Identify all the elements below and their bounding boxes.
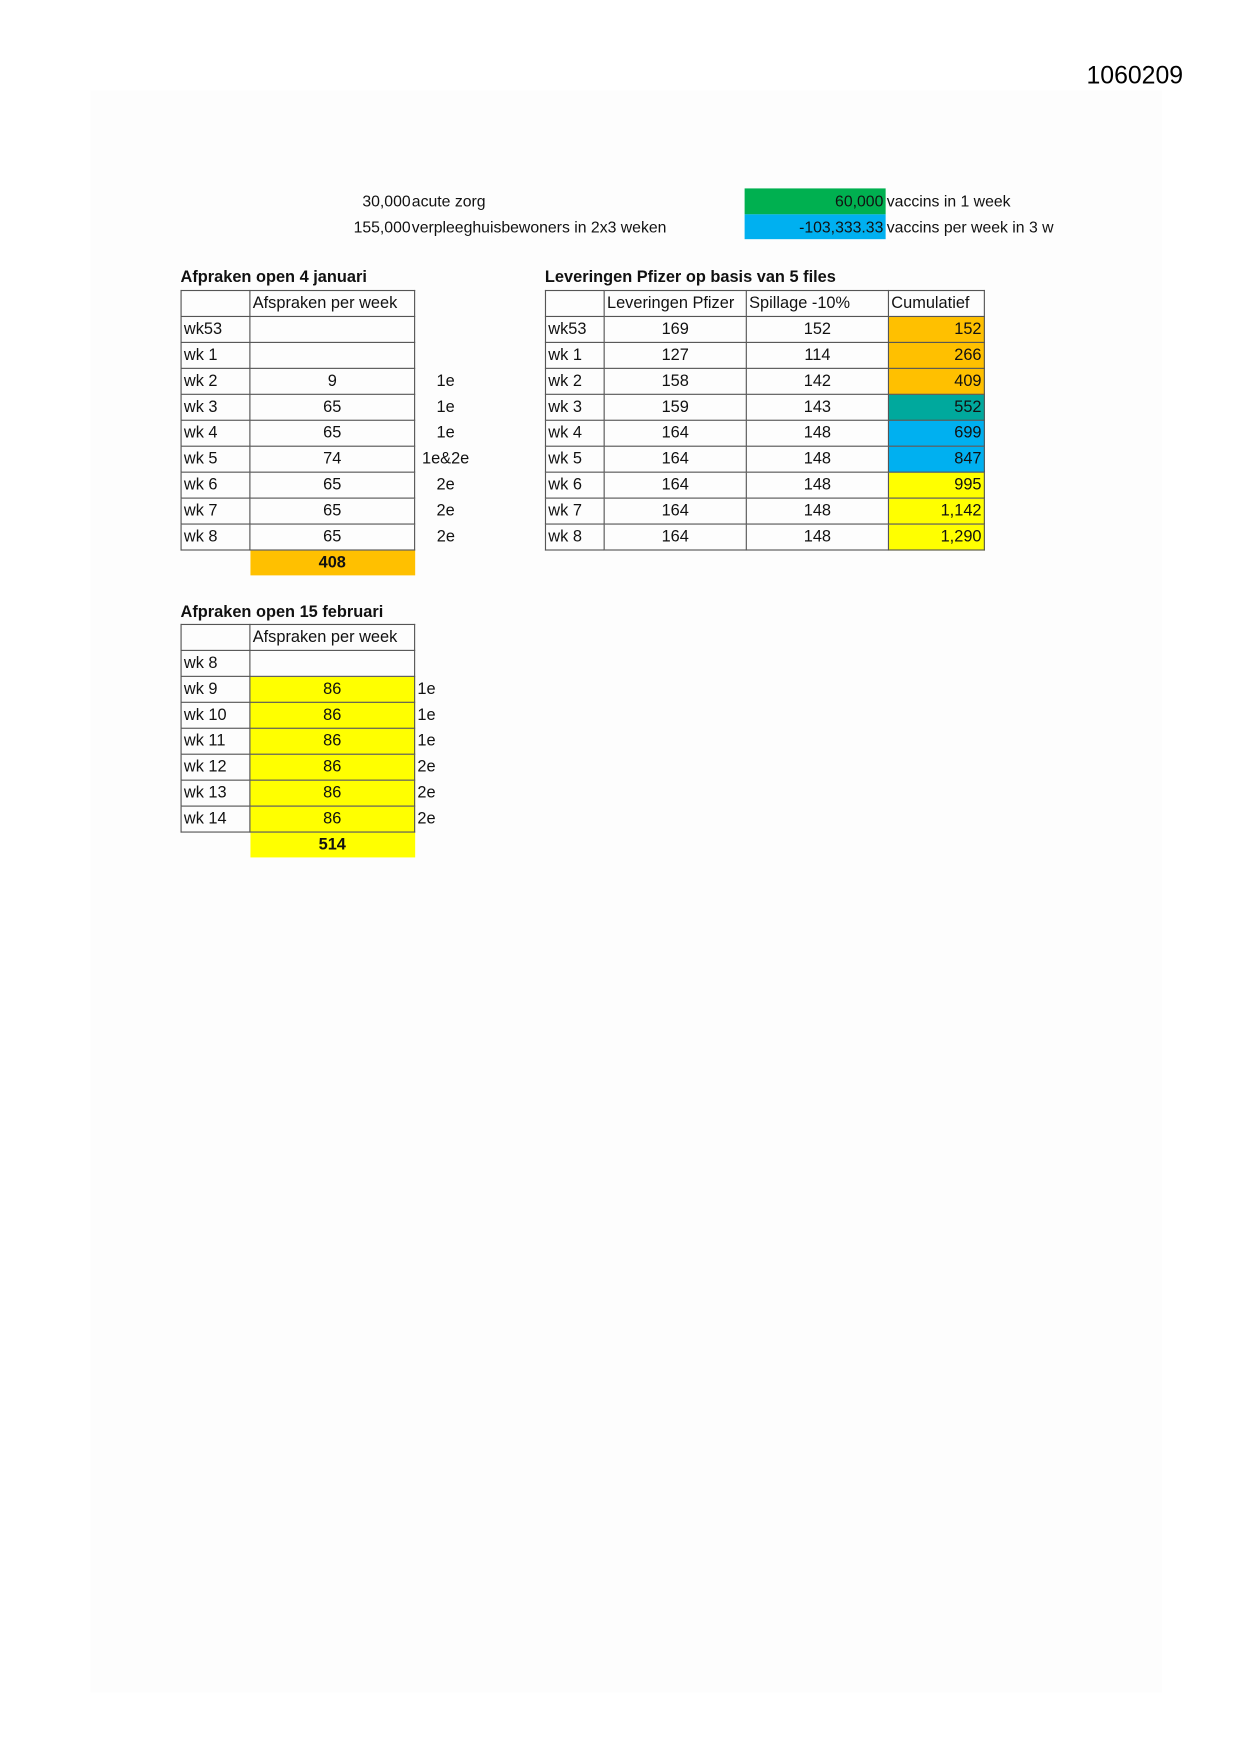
delivery-cell: 164 [604,524,746,550]
spillage-cell: 142 [746,368,888,394]
cumulative-cell: 699 [888,420,984,446]
table-row [181,806,477,832]
table-row [545,394,984,420]
week-cell: wk 14 [181,806,250,832]
afspraken-cell: 65 [250,472,415,498]
week-cell: wk53 [545,316,604,342]
header-week [545,291,604,317]
table-row [181,420,477,446]
header-afspraken: Afspraken per week [250,624,415,650]
total-spacer [181,550,250,575]
table-row [181,394,477,420]
header-row [181,291,477,317]
table-row [181,702,477,728]
header-week [181,291,250,317]
afspraken-cell: 65 [250,524,415,550]
total-cell: 514 [250,832,415,857]
summary-value-acute: 30,000 [362,191,411,210]
spillage-cell: 114 [746,342,888,368]
table1-title: Afpraken open 4 januari [180,268,367,287]
week-cell: wk 8 [181,524,250,550]
spillage-cell: 152 [746,316,888,342]
table-row [181,676,477,702]
cumulative-cell: 995 [888,472,984,498]
afspraken-cell: 86 [250,728,415,754]
afspraken-cell [250,316,415,342]
spillage-cell: 148 [746,498,888,524]
afspraken-cell: 86 [250,754,415,780]
dose-cell: 1e [436,424,455,443]
dose-cell: 1e [417,680,436,699]
afspraken-cell: 86 [250,780,415,806]
cumulative-cell: 552 [888,394,984,420]
dose-cell: 2e [436,476,455,495]
summary-value-nursing: 155,000 [353,217,411,236]
table-row [181,446,477,472]
delivery-cell: 169 [604,316,746,342]
table-afspraken-februari [181,624,478,858]
afspraken-cell: 86 [250,676,415,702]
summary-label-nursing: verpleeghuisbewoners in 2x3 weken [411,217,667,236]
delivery-cell: 164 [604,446,746,472]
table-row [181,342,477,368]
highlight-value-3w: -103,333.33 [745,214,886,239]
spillage-cell: 148 [746,524,888,550]
dose-cell [415,316,477,342]
table-row [181,524,477,550]
dose-spacer [415,291,477,317]
spillage-cell: 143 [746,394,888,420]
header-week [181,624,250,650]
table-row [545,498,984,524]
week-cell: wk 8 [181,650,250,676]
header-leveringen: Leveringen Pfizer [604,291,746,317]
table-row [545,368,984,394]
table3-title: Afpraken open 15 februari [180,603,384,622]
dose-cell [415,342,477,368]
cumulative-cell: 847 [888,446,984,472]
week-cell: wk 12 [181,754,250,780]
table-row [181,650,477,676]
table-leveringen-pfizer [545,290,985,551]
table-row [181,728,477,754]
week-cell: wk 2 [181,368,250,394]
cumulative-cell: 1,290 [888,524,984,550]
week-cell: wk53 [181,316,250,342]
week-cell: wk 1 [181,342,250,368]
week-cell: wk 6 [545,472,604,498]
cumulative-cell: 1,142 [888,498,984,524]
table-row [545,316,984,342]
week-cell: wk 10 [181,702,250,728]
week-cell: wk 5 [545,446,604,472]
table-row [545,472,984,498]
total-spacer [415,550,477,575]
table-row [545,342,984,368]
dose-spacer [415,624,477,650]
summary-label-acute: acute zorg [411,191,486,210]
header-afspraken: Afspraken per week [250,291,415,317]
dose-cell: 1e&2e [421,450,470,469]
week-cell: wk 11 [181,728,250,754]
week-cell: wk 7 [181,498,250,524]
total-spacer [181,832,250,857]
cumulative-cell: 409 [888,368,984,394]
week-cell: wk 13 [181,780,250,806]
spillage-cell: 148 [746,446,888,472]
dose-cell: 2e [417,758,436,777]
afspraken-cell: 65 [250,420,415,446]
dose-cell: 2e [417,784,436,803]
total-spacer [415,832,477,857]
table-row [181,498,477,524]
table-row [545,420,984,446]
afspraken-cell: 65 [250,394,415,420]
table-row [181,316,477,342]
delivery-cell: 159 [604,394,746,420]
document-number: 1060209 [1086,60,1184,90]
afspraken-cell: 9 [250,368,415,394]
table-row [181,754,477,780]
header-row [181,624,477,650]
week-cell: wk 4 [545,420,604,446]
delivery-cell: 158 [604,368,746,394]
total-row [181,550,477,575]
dose-cell: 2e [436,502,455,521]
week-cell: wk 3 [181,394,250,420]
afspraken-cell: 74 [250,446,415,472]
afspraken-cell: 86 [250,806,415,832]
table-row [545,446,984,472]
table-row [181,472,477,498]
delivery-cell: 164 [604,420,746,446]
dose-cell: 2e [417,810,436,829]
table2-title: Leveringen Pfizer op basis van 5 files [544,268,836,287]
week-cell: wk 8 [545,524,604,550]
week-cell: wk 1 [545,342,604,368]
afspraken-cell: 86 [250,702,415,728]
week-cell: wk 9 [181,676,250,702]
highlight-label-week: vaccins in 1 week [886,191,1011,210]
table-row [181,368,477,394]
highlight-label-3w: vaccins per week in 3 w [886,217,1054,236]
week-cell: wk 4 [181,420,250,446]
header-row [545,291,984,317]
afspraken-cell: 65 [250,498,415,524]
header-cumulatief: Cumulatief [888,291,984,317]
dose-cell [415,650,477,676]
delivery-cell: 127 [604,342,746,368]
delivery-cell: 164 [604,472,746,498]
week-cell: wk 3 [545,394,604,420]
total-cell: 408 [250,550,415,575]
cumulative-cell: 152 [888,316,984,342]
highlight-value-week: 60,000 [745,188,886,214]
week-cell: wk 6 [181,472,250,498]
week-cell: wk 7 [545,498,604,524]
spillage-cell: 148 [746,472,888,498]
cumulative-cell: 266 [888,342,984,368]
spillage-cell: 148 [746,420,888,446]
afspraken-cell [250,650,415,676]
total-row [181,832,477,857]
table-row [545,524,984,550]
dose-cell: 1e [417,706,436,725]
week-cell: wk 2 [545,368,604,394]
header-spillage: Spillage -10% [746,291,888,317]
dose-cell: 1e [417,732,436,751]
table-row [181,780,477,806]
week-cell: wk 5 [181,446,250,472]
delivery-cell: 164 [604,498,746,524]
afspraken-cell [250,342,415,368]
dose-cell: 1e [436,372,455,391]
dose-cell: 2e [436,527,456,547]
table-afspraken-januari [181,290,478,575]
dose-cell: 1e [436,398,455,417]
